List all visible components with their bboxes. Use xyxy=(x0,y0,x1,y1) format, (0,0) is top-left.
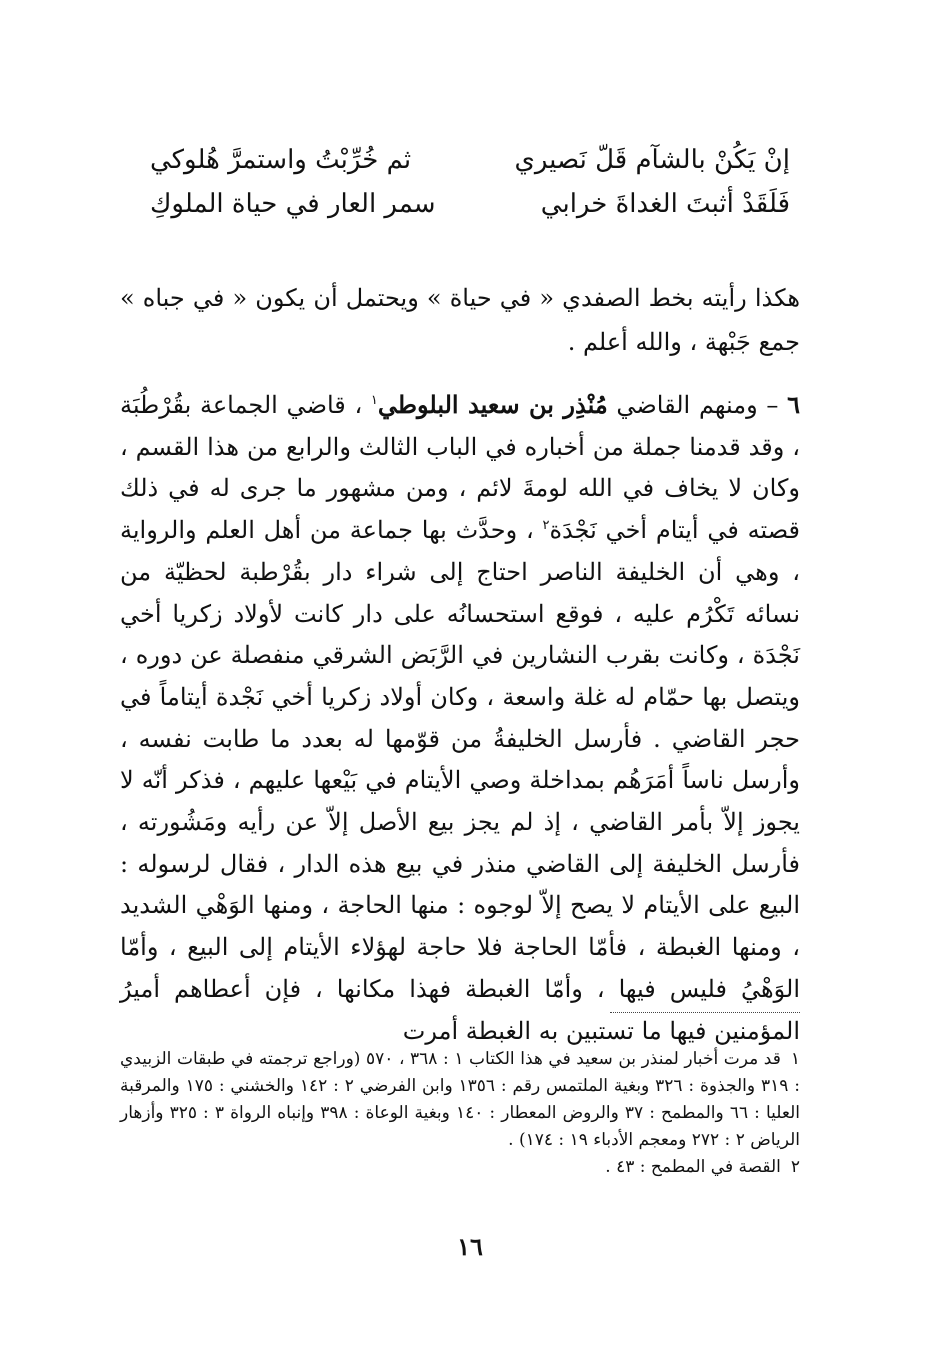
poem-verse-1 xyxy=(150,140,790,180)
footnote-ref-2[interactable]: ٢ xyxy=(542,518,550,534)
footnote-separator xyxy=(610,1012,800,1013)
section-intro: ومنهم القاضي xyxy=(607,391,758,419)
footnote-2-text: القصة في المطمح : ٤٣ . xyxy=(605,1157,781,1177)
paragraph-text-part-2: ، وحدَّث بها جماعة من أهل العلم والرواية ، وهي أن الخليفة الناصر احتاج إلى شراء دار بقُرْطبة لحظيّة من نسائه تَكْرُم عليه ، فوقع استحسانُه على دار كانت لأولاد زكريا أخي نَجْدَة ، وكانت بقرب النشارين في الرَّبَض الشرقي منفصلة عن دوره ، ويتصل بها حمّام له غلة واسعة ، وكان أولاد زكريا أخي نَجْدة أيتاماً في حجر القاضي . فأرسل الخليفةُ من قوّمها له بعدد ما طابت نفسه ، وأرسل ناساً أمَرَهُم بمداخلة وصي الأيتام في بَيْعها عليهم ، فذكر أنّه لا يجوز إلاّ بأمر القاضي ، إذ لم يجز بيع الأصل إلاّ عن رأيه ومَشُورته ، فأرسل الخليفة إلى القاضي منذر في بيع هذه الدار ، فقال لرسوله : البيع على الأيتام لا يصح إلاّ لوجوه : منها الحاجة ، ومنها الوَهْي الشديد ، ومنها الغبطة ، فأمّا الحاجة فلا حاجة لهؤلاء الأيتام إلى البيع ، وأمّا الوَهْيُ فليس فيها ، وأمّا الغبطة فهذا مكانها ، فإن أعطاهم أميرُ المؤمنين فيها ما تستبين به الغبطة أمرت xyxy=(120,516,800,1045)
poem-verse-2 xyxy=(150,184,790,224)
footnote-ref-1[interactable]: ١ xyxy=(370,393,378,408)
verse-2-first-hemistich: فَلَقَدْ أثبتَ الغداةَ خرابي xyxy=(540,189,790,219)
person-name: مُنْذِر بن سعيد البلوطي xyxy=(377,390,608,419)
footnotes-section xyxy=(120,1046,800,1181)
verse-2-second-hemistich: سمر العار في حياة الملوكِ xyxy=(150,189,436,219)
footnote-1-number: ١ xyxy=(790,1049,800,1069)
editor-note-paragraph: هكذا رأيته بخط الصفدي « في حياة » ويحتمل أن يكون « في جباه » جمع جَبْهة ، والله أعلم . xyxy=(120,284,800,356)
footnote-2-number: ٢ xyxy=(790,1157,800,1177)
verse-1-first-hemistich: إنْ يَكُنْ بالشآم قَلّ نَصيري xyxy=(514,145,790,175)
section-dash: – xyxy=(757,391,788,419)
footnote-1-text: قد مرت أخبار لمنذر بن سعيد في هذا الكتاب ١ : ٣٦٨ ، ٥٧٠ (وراجع ترجمته في طبقات الزبيدي : ٣١٩ والجذوة : ٣٢٦ وبغية الملتمس رقم : ١٣٥٦ وابن الفرضي ٢ : ١٤٢ والخشني : ١٧٥ والمرقبة العليا : ٦٦ والمطمح : ٣٧ والروض المعطار : ١٤٠ وبغية الوعاة : ٣٩٨ وإنباه الرواة ٣ : ٣٢٥ وأزهار الرياض ٢ : ٢٧٢ ومعجم الأدباء ١٩ : ١٧٤) . xyxy=(120,1049,800,1150)
page-number: ١٦ xyxy=(457,1232,483,1261)
verse-1-second-hemistich: ثم خُرِّبْتُ واستمرَّ هُلوكي xyxy=(150,145,412,175)
footnote-2 xyxy=(120,1154,800,1181)
biography-paragraph xyxy=(120,384,800,1052)
footnote-1 xyxy=(120,1046,800,1154)
section-number: ٦ xyxy=(787,390,801,419)
paragraph-text-part-1: ، قاضي الجماعة بقُرْطُبَة ، وقد قدمنا جملة من أخباره في الباب الثالث والرابع من هذا القسم ، وكان لا يخاف في الله لومةَ لائم ، ومن مشهور ما جرى له في ذلك قصته في أيتام أخي نَجْدَة xyxy=(120,391,800,545)
